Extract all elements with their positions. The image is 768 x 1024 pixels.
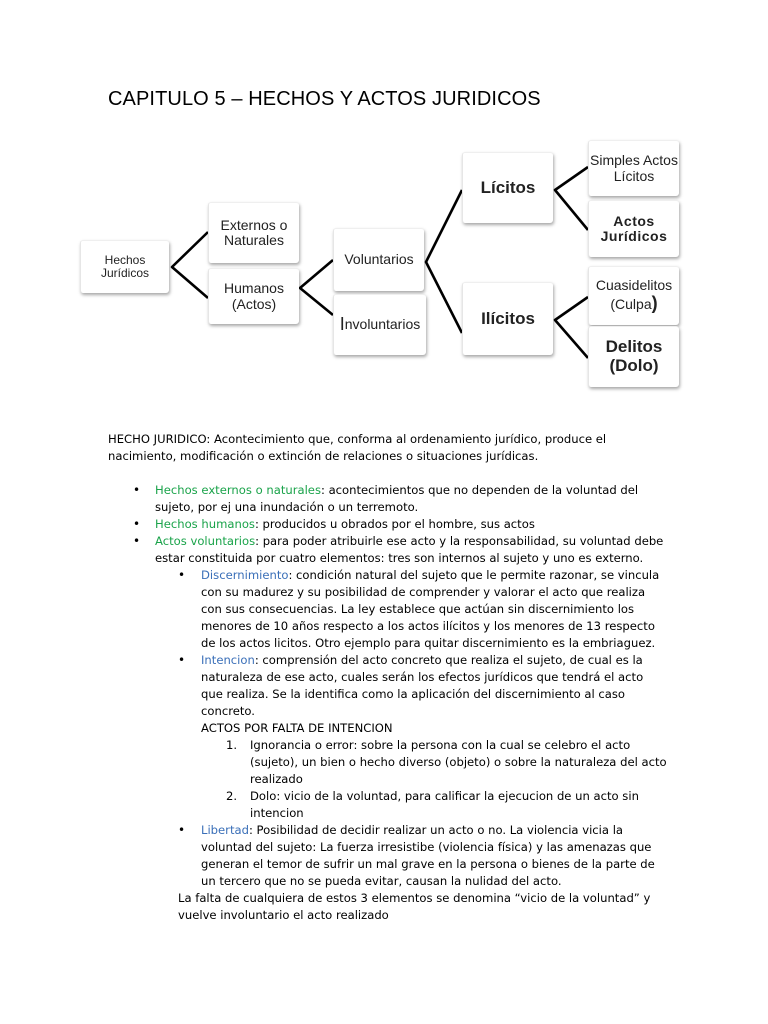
hecho-juridico-definition: HECHO JURIDICO: Acontecimiento que, conforma al ordenamiento jurídico, produce el nacimiento, modificación o extinción de relaciones o situaciones jurídicas. xyxy=(108,432,607,463)
involuntarios-initial: I xyxy=(339,314,345,335)
node-hechos-juridicos: Hechos Jurídicos xyxy=(80,240,169,293)
page-title: CAPITULO 5 – HECHOS Y ACTOS JURIDICOS xyxy=(108,88,541,110)
numbered-item-2-text: Dolo: vicio de la voluntad, para calificar la ejecucion de un acto sin intencion xyxy=(250,789,639,820)
bullet-intencion-text: : comprensión del acto concreto que realiza el sujeto, de cual es la naturaleza de ese acto, cuales serán los efectos jurídicos que tendrá el acto que realiza. Se la identifica como la aplicación del discernimiento al caso concreto. xyxy=(201,653,644,718)
node-simples: Simples Actos Lícitos xyxy=(588,140,679,196)
bullet-intencion xyxy=(108,652,668,720)
bullet-actos-voluntarios xyxy=(108,533,668,567)
bullet-hechos-externos-text: : acontecimientos que no dependen de la voluntad del sujeto, por ej una inundación o un terremoto. xyxy=(155,483,639,514)
connector-licitos xyxy=(555,167,588,230)
term-intencion: Intencion xyxy=(201,653,255,667)
bullet-discernimiento xyxy=(108,567,668,652)
term-hechos-externos: Hechos externos o naturales xyxy=(155,483,321,497)
actos-juridicos-line1: Actos xyxy=(613,212,655,229)
falta-intencion-heading: ACTOS POR FALTA DE INTENCION xyxy=(201,721,393,735)
node-delitos xyxy=(588,326,679,387)
connector-ilicitos xyxy=(555,297,588,358)
numbered-item-1 xyxy=(108,737,668,788)
cuasidelitos-line1: Cuasidelitos xyxy=(595,277,673,294)
actos-juridicos-line2: Jurídicos xyxy=(600,228,668,244)
bullet-actos-voluntarios-text: : para poder atribuirle ese acto y la responsabilidad, su voluntad debe estar constituida por cuatro elementos: tres son internos al sujeto y uno es externo. xyxy=(155,534,664,565)
term-hechos-humanos: Hechos humanos xyxy=(155,517,255,531)
bullet-discernimiento-text: : condición natural del sujeto que le permite razonar, se vincula con su madurez y su posibilidad de comprender y valorar el acto que realiza con sus consecuencias. La ley establece que actúan sin discernimiento los menores de 10 años respecto a los actos ilícitos y los menores de 13 respecto de los actos licitos. Otro ejemplo para quitar discernimiento es la embriaguez. xyxy=(201,568,660,650)
node-actos-juridicos xyxy=(588,200,679,257)
node-cuasidelitos xyxy=(588,266,679,325)
term-discernimiento: Discernimiento xyxy=(201,568,289,582)
document-body xyxy=(108,431,668,924)
connector-root xyxy=(172,232,208,298)
bullet-libertad-text: : Posibilidad de decidir realizar un acto o no. La violencia vicia la voluntad del sujeto: La fuerza irresistibe (violencia física) y las amenazas que generan el temor de sufrir un mal grave en la persona o bienes de la parte de un tercero que no se pueda evitar, causan la nulidad del acto. xyxy=(201,823,655,888)
main-bullet-list xyxy=(108,482,668,924)
node-externos: Externos o Naturales xyxy=(208,202,299,263)
cuasidelitos-paren: ) xyxy=(651,292,658,313)
involuntarios-rest: nvoluntarios xyxy=(344,316,421,333)
delitos-line1: Delitos xyxy=(605,337,663,357)
term-actos-voluntarios: Actos voluntarios xyxy=(155,534,256,548)
numbered-item-2-number: 2. xyxy=(226,789,238,803)
numbered-item-1-number: 1. xyxy=(226,738,238,752)
connector-voluntarios xyxy=(426,190,462,333)
bullet-libertad xyxy=(108,822,668,890)
bullet-hechos-humanos xyxy=(108,516,668,533)
node-licitos: Lícitos xyxy=(462,152,553,223)
node-ilicitos: Ilícitos xyxy=(462,282,553,355)
concept-diagram xyxy=(0,0,768,400)
bullet-hechos-humanos-text: : producidos u obrados por el hombre, sus actos xyxy=(254,517,535,531)
node-involuntarios xyxy=(333,294,426,355)
conclusion-paragraph: La falta de cualquiera de estos 3 elementos se denomina “vicio de la voluntad” y vuelve involuntario el acto realizado xyxy=(178,891,651,922)
numbered-item-2 xyxy=(108,788,668,822)
term-libertad: Libertad xyxy=(201,823,249,837)
numbered-item-1-text: Ignorancia o error: sobre la persona con la cual se celebro el acto (sujeto), un bien o hecho diverso (objeto) o sobre la naturaleza del acto realizado xyxy=(250,738,667,786)
bullet-hechos-externos xyxy=(108,482,668,516)
node-humanos: Humanos (Actos) xyxy=(208,268,299,324)
cuasidelitos-culpa: (Culpa xyxy=(610,295,652,312)
node-voluntarios: Voluntarios xyxy=(333,228,424,291)
connector-humanos xyxy=(300,260,333,315)
delitos-line2: (Dolo) xyxy=(609,356,659,375)
